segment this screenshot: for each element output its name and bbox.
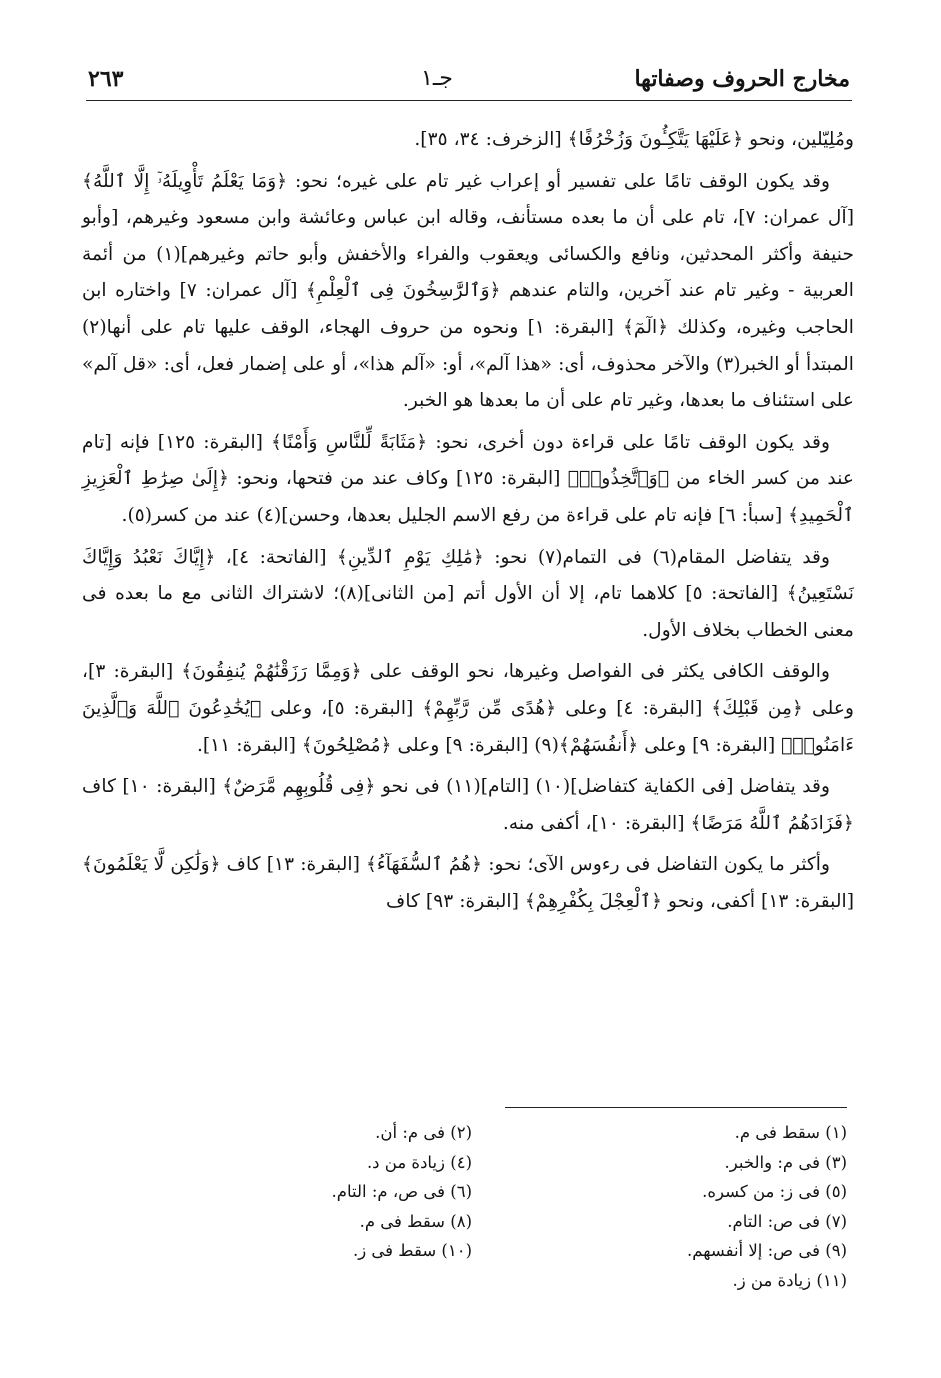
footnotes-column-even — [142, 1118, 472, 1266]
paragraph: والوقف الكافى يكثر فى الفواصل وغيرها، نحو الوقف على ﴿وَمِمَّا رَزَقْنَٰهُمْ يُنفِقُونَ﴾ [البقرة: ٣]، وعلى ﴿مِن قَبْلِكَ﴾ [البقرة: ٤] وعلى ﴿هُدًى مِّن رَّبِّهِمْ﴾ [البقرة: ٥]، وعلى ﴿يُخَٰدِعُونَ ٱللَّهَ وَٱلَّذِينَ ءَامَنُوا۟﴾ [البقرة: ٩] وعلى ﴿أَنفُسَهُمْ﴾(٩) [البقرة: ٩] وعلى ﴿مُصْلِحُونَ﴾ [البقرة: ١١]. — [82, 661, 854, 756]
footnote: (٨) سقط فى م. — [359, 1211, 472, 1231]
footnote: (١) سقط فى م. — [734, 1123, 847, 1142]
footnote: (١٠) سقط فى ز. — [352, 1241, 472, 1260]
footnote-divider — [505, 1107, 847, 1108]
footnote: (٧) فى ص: التام. — [727, 1211, 847, 1231]
footnote: (٢) فى م: أن. — [375, 1123, 472, 1142]
running-header — [86, 60, 852, 101]
paragraph: وأكثر ما يكون التفاضل فى رءوس الآى؛ نحو: ﴿هُمُ ٱلسُّفَهَآءُ﴾ [البقرة: ١٣] كاف ﴿وَلَٰكِن لَّا يَعْلَمُونَ﴾ [البقرة: ١٣] أكفى، ونحو ﴿ٱلْعِجْلَ بِكُفْرِهِمْ﴾ [البقرة: ٩٣] كاف — [82, 854, 854, 912]
footnotes — [87, 1118, 847, 1318]
footnote: (٩) فى ص: إلا أنفسهم. — [687, 1241, 847, 1260]
footnote: (٣) فى م: والخبر. — [724, 1152, 847, 1172]
paragraph: وقد يكون الوقف تامًا على قراءة دون أخرى، نحو: ﴿مَثَابَةً لِّلنَّاسِ وَأَمْنًا﴾ [البقرة: ١٢٥] فإنه [تام عند من كسر الخاء من ﴿وَٱتَّخِذُوا۟﴾ [البقرة: ١٢٥] وكاف عند من فتحها، ونحو: ﴿إِلَىٰ صِرَٰطِ ٱلْعَزِيزِ ٱلْحَمِيدِ﴾ [سبأ: ٦] فإنه تام على قراءة من رفع الاسم الجليل بعدها، وحسن](٤) عند من كسر(٥). — [82, 431, 854, 526]
page-number: ٢٦٣ — [88, 66, 124, 92]
paragraph: وقد يتفاضل [فى الكفاية كتفاضل](١٠) [التام](١١) فى نحو ﴿فِى قُلُوبِهِم مَّرَضٌ﴾ [البقرة: ١٠] كاف ﴿فَزَادَهُمُ ٱللَّهُ مَرَضًا﴾ [البقرة: ١٠]، أكفى منه. — [82, 776, 854, 834]
paragraph: ومُلِيّلين، ونحو ﴿عَلَيْهَا يَتَّكِـُٔونَ وَزُخْرُفًا﴾ [الزخرف: ٣٤، ٣٥]. — [414, 129, 854, 150]
footnote: (٦) فى ص، م: التام. — [331, 1182, 472, 1201]
footnote: (٤) زيادة من د. — [366, 1152, 472, 1172]
paragraph: وقد يتفاضل المقام(٦) فى التمام(٧) نحو: ﴿مَٰلِكِ يَوْمِ ٱلدِّينِ﴾ [الفاتحة: ٤]، ﴿إِيَّاكَ نَعْبُدُ وَإِيَّاكَ نَسْتَعِينُ﴾ [الفاتحة: ٥] كلاهما تام، إلا أن الأول أتم [من الثانى](٨)؛ لاشتراك الثانى مع ما بعده فى معنى الخطاب بخلاف الأول. — [82, 546, 855, 641]
running-title: مخارج الحروف وصفاتها — [634, 66, 850, 92]
main-text — [82, 122, 854, 925]
footnotes-column-odd — [517, 1118, 847, 1295]
footnote: (١١) زيادة من ز. — [732, 1270, 847, 1290]
paragraph: وقد يكون الوقف تامًا على تفسير أو إعراب غير تام على غيره؛ نحو: ﴿وَمَا يَعْلَمُ تَأْوِيلَهُۥٓ إِلَّا ٱللَّهُ﴾ [آل عمران: ٧]، تام على أن ما بعده مستأنف، وقاله ابن عباس وعائشة وابن مسعود وغيرهم، [وأبو حنيفة وأكثر المحدثين، ونافع والكسائى ويعقوب والفراء والأخفش وأبو حاتم وغيرهم](١) من أئمة العربية - وغير تام عند آخرين، والتام عندهم ﴿وَٱلرَّٰسِخُونَ فِى ٱلْعِلْمِ﴾ [آل عمران: ٧] واختاره ابن الحاجب وغيره، وكذلك ﴿الٓمٓ﴾ [البقرة: ١] ونحوه من حروف الهجاء، الوقف عليها تام على أنها(٢) المبتدأ أو الخبر(٣) والآخر محذوف، أى: «هذا آلم»، أو: «آلم هذا»، أو على إضمار فعل، أى: «قل آلم» على استئناف ما بعدها، وغير تام على أن ما بعدها هو الخبر. — [82, 170, 854, 412]
volume-label: جـ١ — [421, 66, 453, 91]
footnote: (٥) فى ز: من كسره. — [702, 1182, 847, 1201]
